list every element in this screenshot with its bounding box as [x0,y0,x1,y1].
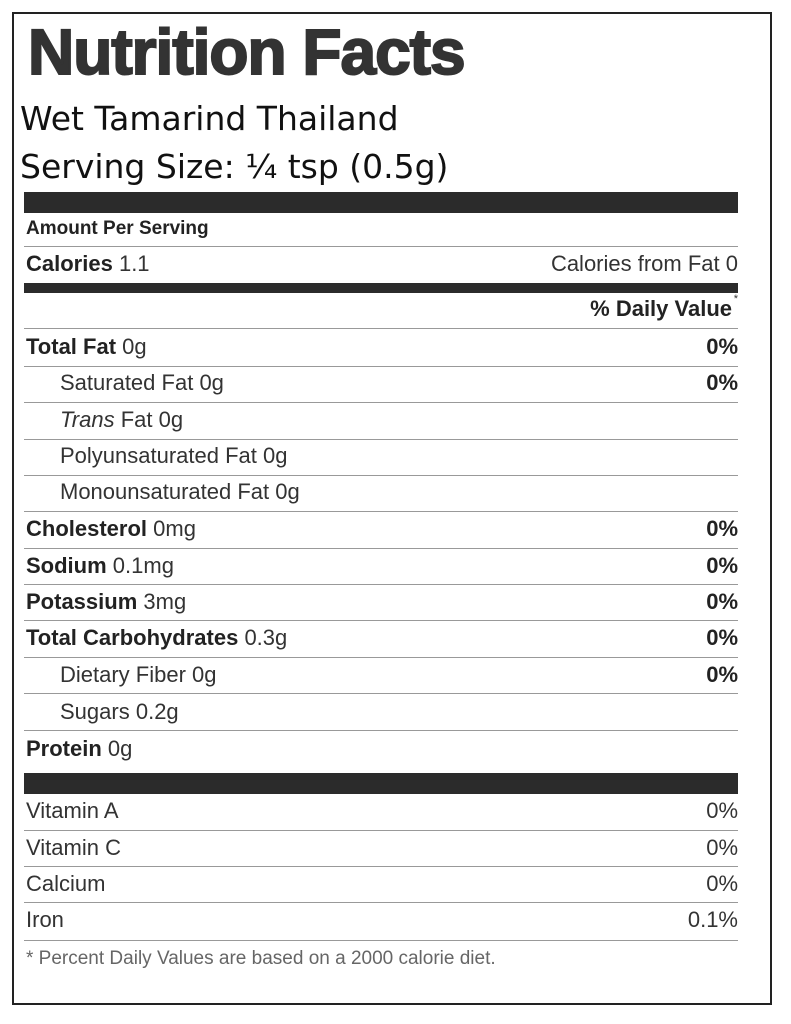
row-divider [24,366,738,367]
daily-value-header: % Daily Value [590,296,732,321]
row-divider [24,693,738,694]
serving-size: Serving Size: ¼ tsp (0.5g) [20,147,449,186]
nutrient-dv: 0% [706,334,738,359]
nutrient-amount: Fat 0g [120,407,184,432]
nutrient-name: Dietary Fiber [60,662,186,687]
vitamin-dv: 0% [706,835,738,860]
vitamin-name: Vitamin C [26,835,121,860]
vitamin-name: Vitamin A [26,798,119,823]
nutrient-amount: 0g [275,479,300,504]
nutrient-name: Monounsaturated Fat [60,479,270,504]
medium-divider [24,283,738,293]
nutrient-amount: 0g [263,443,288,468]
nutrient-name: Polyunsaturated Fat [60,443,257,468]
amount-per-serving-label: Amount Per Serving [26,218,209,239]
nutrient-name: Total Fat [26,334,117,359]
row-divider [24,657,738,658]
daily-value-asterisk: * [733,293,738,305]
calories-label: Calories [26,251,113,276]
thick-divider [24,192,738,213]
nutrient-dv: 0% [706,516,738,541]
row-divider [24,439,738,440]
nutrient-amount: 0mg [153,516,196,541]
nutrient-name: Total Carbohydrates [26,625,239,650]
vitamin-name: Iron [26,907,64,932]
nutrient-amount: 0.3g [244,625,288,650]
nutrient-name: Cholesterol [26,516,148,541]
nutrient-amount: 0g [122,334,147,359]
nutrient-dv: 0% [706,589,738,614]
vitamin-name: Calcium [26,871,106,896]
product-name: Wet Tamarind Thailand [20,99,399,138]
nutrient-dv: 0% [706,553,738,578]
nutrient-amount: 3mg [143,589,187,614]
nutrient-amount: 0g [107,736,133,761]
row-divider [24,511,738,512]
nutrient-amount: 0g [192,662,217,687]
nutrient-amount: 0g [199,370,224,395]
nutrient-name: Sugars [60,699,130,724]
vitamin-dv: 0% [706,798,738,823]
row-divider [24,730,738,731]
calories-from-fat: Calories from Fat 0 [550,251,738,276]
nutrient-dv: 0% [706,370,738,395]
vitamin-dv: 0.1% [687,907,738,932]
row-divider [24,584,738,585]
nutrient-dv: 0% [706,625,738,650]
row-divider [24,902,738,903]
row-divider [24,830,738,831]
vitamin-dv: 0% [706,871,738,896]
row-divider [24,940,738,941]
thick-divider [24,773,738,794]
row-divider [24,620,738,621]
nutrient-name: Potassium [26,589,138,614]
row-divider [24,866,738,867]
calories-value: 1.1 [118,251,150,276]
nutrient-name: Saturated Fat [60,370,194,395]
nutrient-name: Trans [60,407,115,432]
footnote: * Percent Daily Values are based on a 2000 calorie diet. [26,948,496,969]
row-divider [24,475,738,476]
row-divider [24,328,738,329]
nutrient-name: Protein [26,736,102,761]
row-divider [24,402,738,403]
nutrient-amount: 0.2g [135,699,179,724]
label-title: Nutrition Facts [28,16,465,88]
row-divider [24,548,738,549]
nutrient-amount: 0.1mg [112,553,174,578]
row-divider [24,246,738,247]
nutrient-name: Sodium [26,553,107,578]
nutrient-dv: 0% [706,662,738,687]
